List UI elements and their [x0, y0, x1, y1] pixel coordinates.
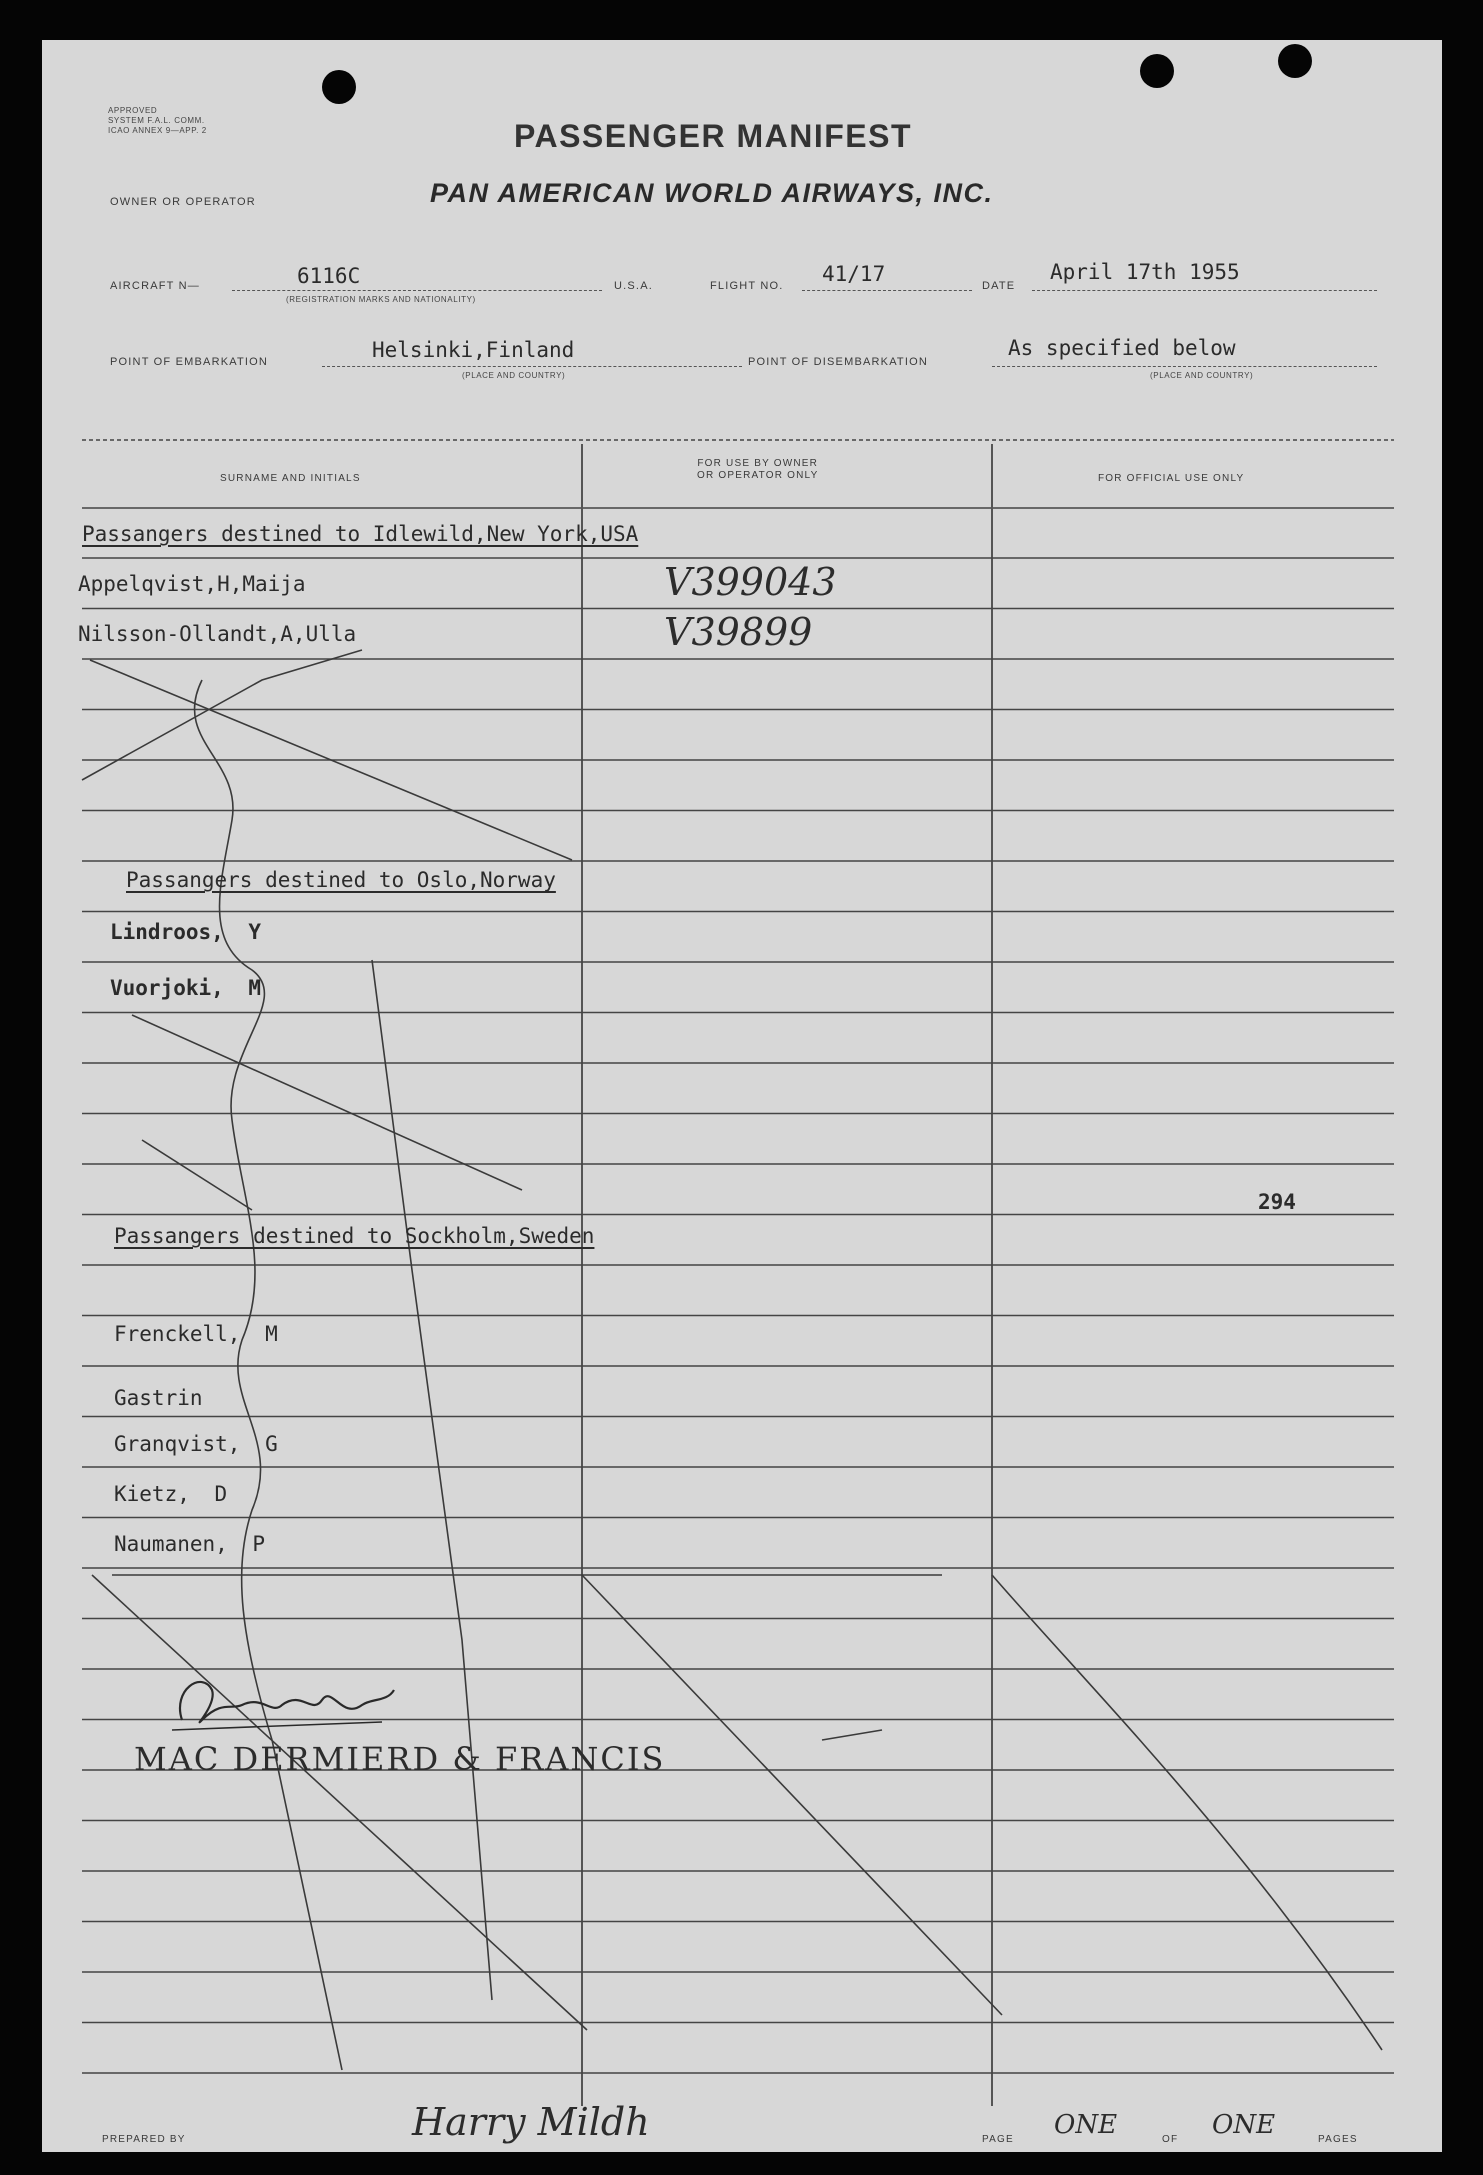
column-header-surname: SURNAME AND INITIALS	[220, 473, 361, 484]
passenger-name: Granqvist, G	[114, 1432, 278, 1456]
passenger-name: Naumanen, P	[114, 1532, 266, 1556]
approval-block	[108, 106, 207, 136]
signature-note: MAC DERMIERD & FRANCIS	[134, 1740, 666, 1778]
ticket-number: V399043	[664, 560, 837, 604]
punch-hole	[322, 70, 356, 104]
flight-value: 41/17	[822, 262, 886, 286]
date-value: April 17th 1955	[1050, 260, 1240, 284]
cancel-scribbles	[82, 650, 1382, 2070]
prepared-by-signature: Harry Mildh	[412, 2100, 650, 2144]
flight-label: FLIGHT NO.	[710, 280, 784, 292]
group-heading: Passangers destined to Idlewild,New York,USA	[82, 522, 639, 546]
approval-line: ICAO ANNEX 9—APP. 2	[108, 126, 207, 135]
embarkation-value: Helsinki,Finland	[372, 338, 575, 362]
column-header-official: FOR OFFICIAL USE ONLY	[1098, 473, 1245, 484]
embarkation-sublabel: (PLACE AND COUNTRY)	[462, 371, 566, 380]
column-header-owner-use-line: OR OPERATOR ONLY	[697, 470, 819, 481]
page-value: ONE	[1054, 2110, 1118, 2140]
passenger-name: Appelqvist,H,Maija	[78, 572, 306, 596]
form-title: PASSENGER MANIFEST	[514, 118, 912, 154]
aircraft-underline	[232, 290, 602, 291]
ticket-number: V39899	[664, 610, 813, 654]
passenger-name: Frenckell, M	[114, 1322, 278, 1346]
passenger-name: Lindroos, Y	[110, 920, 262, 944]
column-header-owner-use	[697, 458, 818, 482]
handwritten-signature	[162, 1660, 402, 1750]
margin-note: 294	[1258, 1190, 1296, 1214]
page-label: PAGE	[982, 2134, 1014, 2145]
disembarkation-sublabel: (PLACE AND COUNTRY)	[1150, 371, 1254, 380]
country-label: U.S.A.	[614, 280, 653, 292]
manifest-sheet	[42, 40, 1442, 2152]
pages-value: ONE	[1212, 2110, 1276, 2140]
approval-line: SYSTEM F.A.L. COMM.	[108, 116, 205, 125]
group-heading: Passangers destined to Sockholm,Sweden	[114, 1224, 595, 1248]
punch-hole	[1140, 54, 1174, 88]
date-underline	[1032, 290, 1377, 291]
prepared-by-label: PREPARED BY	[102, 2134, 186, 2145]
column-header-owner-use-line: FOR USE BY OWNER	[697, 458, 819, 469]
approval-line: APPROVED	[108, 106, 158, 115]
embarkation-underline	[322, 366, 742, 367]
flight-underline	[802, 290, 972, 291]
of-label: OF	[1162, 2134, 1179, 2145]
aircraft-value: 6116C	[297, 264, 361, 288]
group-heading: Passangers destined to Oslo,Norway	[126, 868, 556, 892]
pages-label: PAGES	[1318, 2134, 1358, 2145]
disembarkation-label: POINT OF DISEMBARKATION	[748, 356, 928, 368]
passenger-name: Nilsson-Ollandt,A,Ulla	[78, 622, 357, 646]
aircraft-label: AIRCRAFT N—	[110, 280, 201, 292]
punch-hole	[1278, 44, 1312, 78]
date-label: DATE	[982, 280, 1016, 292]
aircraft-sublabel: (REGISTRATION MARKS AND NATIONALITY)	[286, 295, 476, 304]
owner-value: PAN AMERICAN WORLD AIRWAYS, INC.	[430, 178, 994, 208]
embarkation-label: POINT OF EMBARKATION	[110, 356, 269, 368]
owner-label: OWNER OR OPERATOR	[110, 196, 256, 208]
disembarkation-underline	[992, 366, 1377, 367]
passenger-name: Kietz, D	[114, 1482, 228, 1506]
disembarkation-value: As specified below	[1008, 336, 1236, 360]
passenger-name: Vuorjoki, M	[110, 976, 262, 1000]
passenger-name: Gastrin	[114, 1386, 203, 1410]
